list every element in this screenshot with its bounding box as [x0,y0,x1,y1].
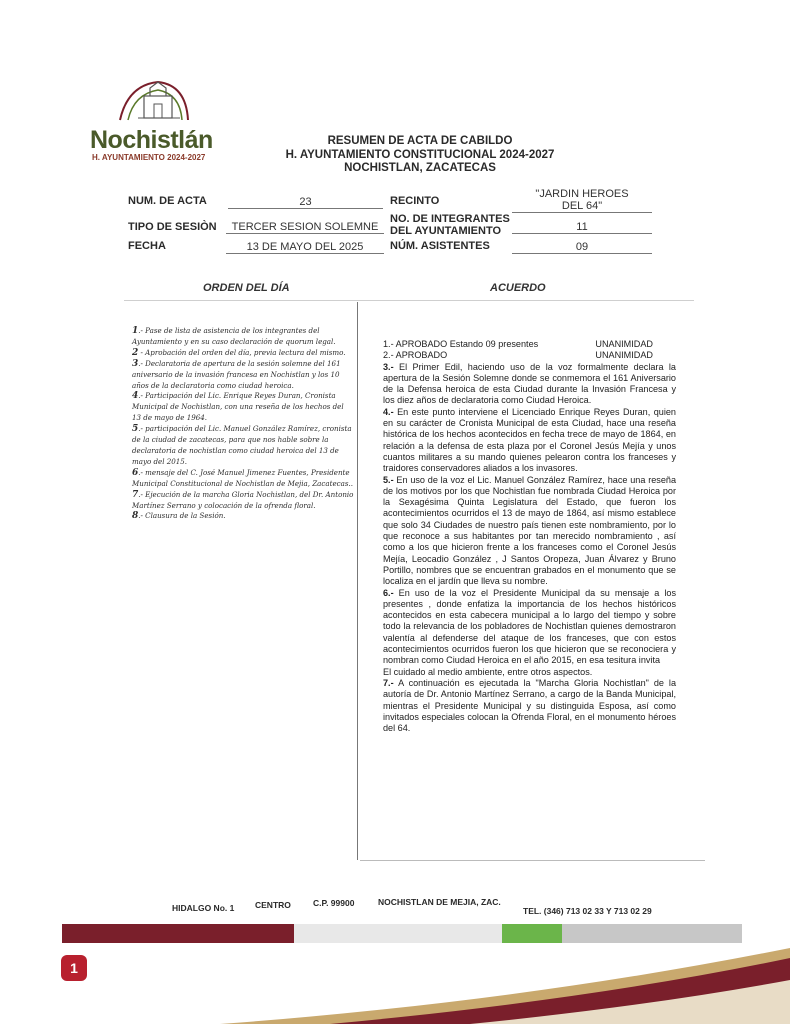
num-acta-label: NUM. DE ACTA [128,195,207,207]
fecha-value: 13 DE MAYO DEL 2025 [226,241,384,254]
orden-del-dia-list [132,326,354,522]
header-subtitle: H. AYUNTAMIENTO CONSTITUCIONAL 2024-2027 [285,149,555,161]
acuerdo-item-4: 4.- En este punto interviene el Licenciado Enrique Reyes Duran, quien en su carácter de Cronista Municipal de esta Ciudad, hace una reseña histórica de los hechos acontecidos en fecha trece de mayo de 1864, en relación a la defensa de esta plaza por el Coronel Jesús Mejía y unos cuantos militares a su mando quienes pelearon contra los franceses y traidores conservadores aliados a los invasores. [383,406,676,474]
acuerdo-text [383,339,676,734]
orden-item: 3.- Declaratoria de apertura de la sesión solemne del 161 aniversario de la invasión francesa en Nochistlan y los 10 años de la declaratoria como ciudad heroica. [132,358,341,390]
footer-phone: TEL. (346) 713 02 33 Y 713 02 29 [523,906,652,916]
header-title: RESUMEN DE ACTA DE CABILDO [327,135,513,147]
table-top-rule [124,300,694,301]
footer-street: HIDALGO No. 1 [172,903,235,913]
page-number-badge: 1 [61,955,87,981]
tipo-sesion-value: TERCER SESION SOLEMNE [226,221,384,234]
column-divider [357,302,358,860]
acuerdo-row-2: 2.- APROBADO UNANIMIDAD [383,350,653,361]
recinto-value: "JARDIN HEROES DEL 64" [512,188,652,213]
footer-city: NOCHISTLAN DE MEJIA, ZAC. [378,897,501,907]
table-bottom-rule [360,860,705,861]
footer-centro: CENTRO [255,900,291,910]
acuerdo-item-5: 5.- En uso de la voz el Lic. Manuel González Ramírez, hace una reseña de los motivos por los que Nochistlan fue nombrada Ciudad Heroica por la Sexagésima Quinta Legislatura del Estado, que fueron los acontecimientos ocurridos el 13 de mayo de 1864, así mismo establece que solo 34 Ciudades de nuestro país tienen este nombramiento, por lo que reconoce a sus habitantes por tan merecido nombramiento , así como a los que hicieron frente a los franceses como el Coronel Jesús Mejía, Leocadio González , J Santos Oropeza, Juan Álvarez y Bruno Portillo, nombres que se encuentran grabados en el monumento que se localiza en el jardín que lleva su nombre. [383,474,676,587]
acuerdo-item-3: 3.- El Primer Edil, haciendo uso de la voz formalmente declara la apertura de la Sesión Solemne donde se conmemora el 161 Aniversario de la Defensa heroica de esta Ciudad durante la Invasión Francesa y los diez años de declaratoria como Ciudad Heroica. [383,361,676,406]
orden-item: 2 - Aprobación del orden del día, previa lectura del mismo. [132,347,346,358]
decorative-swoosh [0,940,790,1024]
orden-item: 5.- participación del Lic. Manuel González Ramírez, cronista de la ciudad de zacatecas, para que nos hable sobre la declaratoria de nochistlan como ciudad heroica del 13 de mayo del 2015. [132,424,352,466]
acuerdo-heading: ACUERDO [490,282,546,294]
acuerdo-item-6: 6.- En uso de la voz el Presidente Municipal da su mensaje a los presentes , donde enfatiza la importancia de los hechos históricos acontecidos en esta cabecera municipal a lo largo del tiempo y sobre todo la relevancia de los pobladores de Nochistlan quienes demostraron valentía al defenderse del ataque de los franceses, que con estos acontecimientos ocurridos fueron los que hicieron que se reconociera y nombran como Ciudad Heroica en el año 2015, en esa tesitura invita [383,587,676,666]
orden-item: 7.- Ejecución de la marcha Gloria Nochistlan, del Dr. Antonio Martínez Serrano y colocación de la ofrenda floral. [132,489,354,510]
asistentes-value: 09 [512,241,652,254]
acuerdo-item-7: 7.- A continuación es ejecutada la "Marcha Gloria Nochistlan" de la autoría de Dr. Antonio Martínez Serrano, a cargo de la Banda Municipal, mientras el Presidente Municipal y su distinguida Esposa, así como invitados especiales colocan la Ofrenda Floral, en el monumento héroes del 64. [383,677,676,734]
orden-item: 1.- Pase de lista de asistencia de los integrantes del Ayuntamiento y en su caso declaración de quorum legal. [132,326,336,346]
footer-cp: C.P. 99900 [313,898,355,908]
header-location: NOCHISTLAN, ZACATECAS [344,162,496,174]
orden-item: 8.- Clausura de la Sesión. [132,511,226,522]
orden-item: 6.- mensaje del C. José Manuel Jimenez Fuentes, Presidente Municipal Constitucional de Nochistlan de Mejia, Zacatecas.. [132,467,354,488]
integrantes-value: 11 [512,221,652,234]
acuerdo-item-6b: El cuidado al medio ambiente, entre otros aspectos. [383,666,593,677]
orden-del-dia-heading: ORDEN DEL DÍA [203,282,290,294]
integrantes-label: NO. DE INTEGRANTES DEL AYUNTAMIENTO [390,213,510,237]
acuerdo-row-1: 1.- APROBADO Estando 09 presentes UNANIMIDAD [383,339,653,349]
recinto-label: RECINTO [390,195,440,207]
fecha-label: FECHA [128,240,166,252]
orden-item: 4.- Participación del Lic. Enrique Reyes Duran, Cronista Municipal de Nochistlan, con una reseña de los hechos del 13 de mayo de 1964. [132,391,344,423]
tipo-sesion-label: TIPO DE SESIÒN [128,221,217,233]
asistentes-label: NÚM. ASISTENTES [390,240,490,252]
logo-wordmark: Nochistlán [90,126,213,154]
logo-subtitle: H. AYUNTAMIENTO 2024-2027 [92,153,206,162]
num-acta-value: 23 [228,196,383,209]
